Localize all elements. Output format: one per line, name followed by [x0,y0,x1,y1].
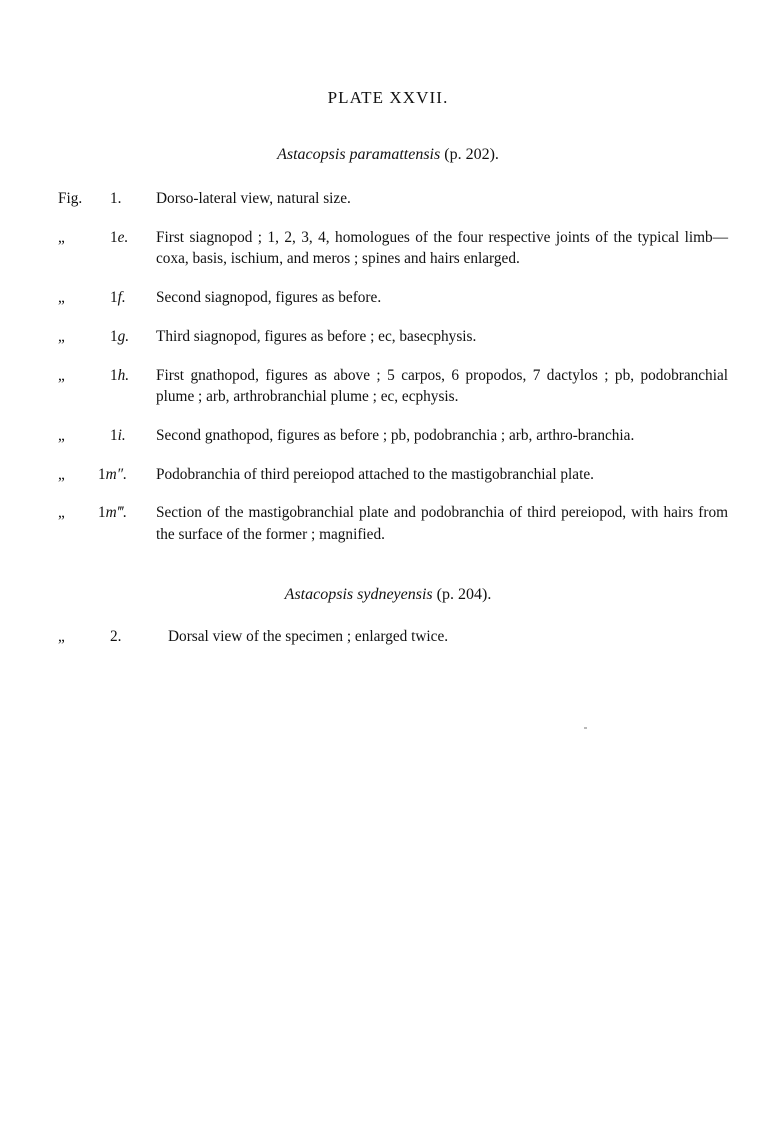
entry-number [110,626,156,648]
entry-number [110,287,156,309]
figure-list-2 [0,626,776,648]
entry-text: Second siagnopod, figures as before. [156,289,382,307]
entry-number [110,227,156,249]
entry-number-text: 1 [110,427,118,445]
list-item [0,227,776,270]
entry-number-text: 2. [110,627,122,645]
entry-lead: „ [58,427,65,445]
entry-lead: „ [58,504,65,522]
entry-number-text: 1 [110,366,118,384]
entry-text: Third siagnopod, figures as before ; ec, basecphysis. [156,327,477,345]
entry-lead: „ [58,327,65,345]
entry-lead: „ [58,627,65,645]
entry-text: Section of the mastigobranchial plate and podobranchia of third pereiopod, with hairs from the surface of the former ; magnified. [156,504,728,544]
entry-text: Dorso-lateral view, natural size. [156,190,351,207]
entry-lead: „ [58,366,65,384]
entry-number-suffix: f. [117,289,126,307]
entry-text: Second gnathopod, figures as before ; pb, podobranchia ; arb, arthro-branchia. [156,427,635,445]
entry-number-suffix: m″. [105,465,127,483]
entry-lead: „ [58,228,65,246]
entry-number-text: 1 [98,465,106,483]
entry-number-suffix: m‴. [105,504,127,522]
list-item [0,626,776,648]
list-item [0,502,776,545]
entry-number-text: 1 [110,228,118,246]
entry-number [110,425,156,447]
list-item [0,326,776,348]
page [0,88,776,1138]
species-name: Astacopsis sydneyensis [284,585,433,603]
entry-number-text: 1 [110,327,118,345]
species-name: Astacopsis paramattensis [277,146,441,163]
entry-number-suffix: h. [117,366,130,384]
list-item [0,287,776,309]
entry-lead: „ [58,465,65,483]
species-heading-1 [0,146,776,164]
figure-list-1 [0,188,776,546]
list-item [0,425,776,447]
entry-number [98,464,156,486]
entry-number [98,502,156,524]
entry-number [110,365,156,387]
page-speck [584,727,587,729]
entry-number-text: 1. [110,190,122,207]
species-page-ref: (p. 202). [440,146,499,163]
entry-text: Podobranchia of third pereiopod attached to the mastigobranchial plate. [156,465,594,483]
list-item [0,464,776,486]
list-item [0,365,776,408]
list-item [0,188,776,210]
entry-number [110,188,156,210]
entry-number [110,326,156,348]
entry-number-suffix: g. [117,327,130,345]
entry-lead: Fig. [58,190,83,207]
entry-text: Dorsal view of the specimen ; enlarged twice. [168,627,449,645]
entry-text: First siagnopod ; 1, 2, 3, 4, homologues of the four respective joints of the typical limb—coxa, basis, ischium, and meros ; spines and hairs enlarged. [156,228,728,268]
entry-text: First gnathopod, figures as above ; 5 carpos, 6 propodos, 7 dactylos ; pb, podobranchial plume ; arb, arthrobranchial plume ; ec, ecphysis. [156,366,728,406]
entry-number-text: 1 [110,289,118,307]
page-title: PLATE XXVII. [327,88,449,107]
species-heading-2 [0,586,776,604]
entry-number-suffix: e. [117,228,129,246]
entry-number-suffix: i. [117,427,126,445]
entry-number-text: 1 [98,504,106,522]
species-page-ref: (p. 204). [432,585,492,603]
entry-lead: „ [58,289,65,307]
